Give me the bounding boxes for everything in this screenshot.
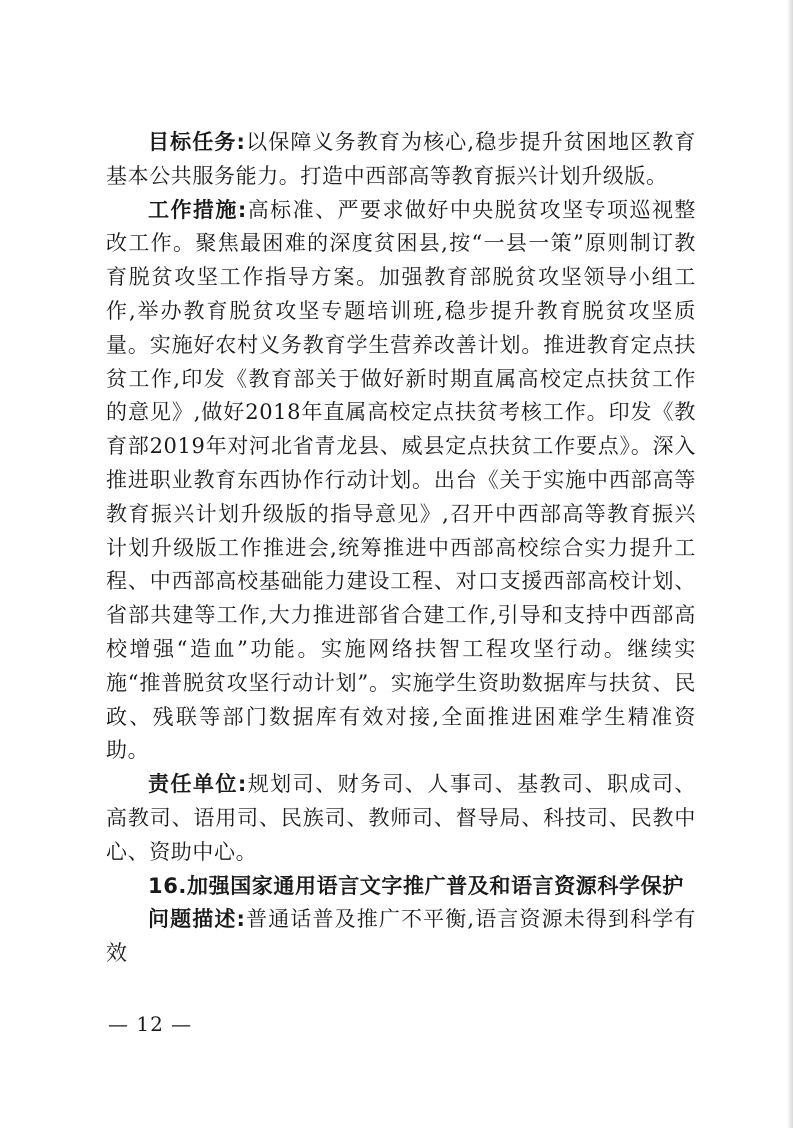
paragraph-responsible-units <box>106 768 696 869</box>
paragraph-text: 规划司、财务司、人事司、基教司、职成司、高教司、语用司、民族司、教师司、督导局、科技司、民教中心、资助中心。 <box>106 772 697 864</box>
paragraph-lead: 工作措施: <box>148 197 247 222</box>
paragraph-lead: 目标任务: <box>148 130 246 154</box>
page-edge-shadow <box>787 0 793 1128</box>
paragraph-text: 以保障义务教育为核心,稳步提升贫困地区教育基本公共服务能力。打造中西部高等教育振兴计划升级版。 <box>106 130 696 188</box>
paragraph-work-measures <box>106 194 696 769</box>
paragraph-text: 高标准、严要求做好中央脱贫攻坚专项巡视整改工作。聚焦最困难的深度贫困县,按“一县一策”原则制订教育脱贫攻坚工作指导方案。加强教育部脱贫攻坚领导小组工作,举办教育脱贫攻坚专题培训班,稳步提升教育脱贫攻坚质量。实施好农村义务教育学生营养改善计划。推进教育定点扶贫工作,印发《教育部关于做好新时期直属高校定点扶贫工作的意见》,做好2018年直属高校定点扶贫考核工作。印发《教育部2019年对河北省青龙县、威县定点扶贫工作要点》。深入推进职业教育东西协作行动计划。出台《关于实施中西部高等教育振兴计划升级版的指导意见》,召开中西部高等教育振兴计划升级版工作推进会,统筹推进中西部高校综合实力提升工程、中西部高校基础能力建设工程、对口支援西部高校计划、省部共建等工作,大力推进部省合建工作,引导和支持中西部高校增强“造血”功能。实施网络扶智工程攻坚行动。继续实施“推普脱贫攻坚行动计划”。实施学生资助数据库与扶贫、民政、残联等部门数据库有效对接,全面推进困难学生精准资助。 <box>106 197 697 763</box>
paragraph-text: 普通话普及推广不平衡,语言资源未得到科学有效 <box>106 907 696 966</box>
paragraph-target-tasks <box>106 126 696 194</box>
paragraph-lead: 问题描述: <box>148 907 246 932</box>
paragraph-problem-description <box>106 903 696 971</box>
paragraph-lead: 责任单位: <box>148 772 247 797</box>
page-number: — 12 — <box>108 1012 193 1036</box>
document-body <box>106 126 696 971</box>
section-heading: 16.加强国家通用语言文字推广普及和语言资源科学保护 <box>148 873 684 898</box>
